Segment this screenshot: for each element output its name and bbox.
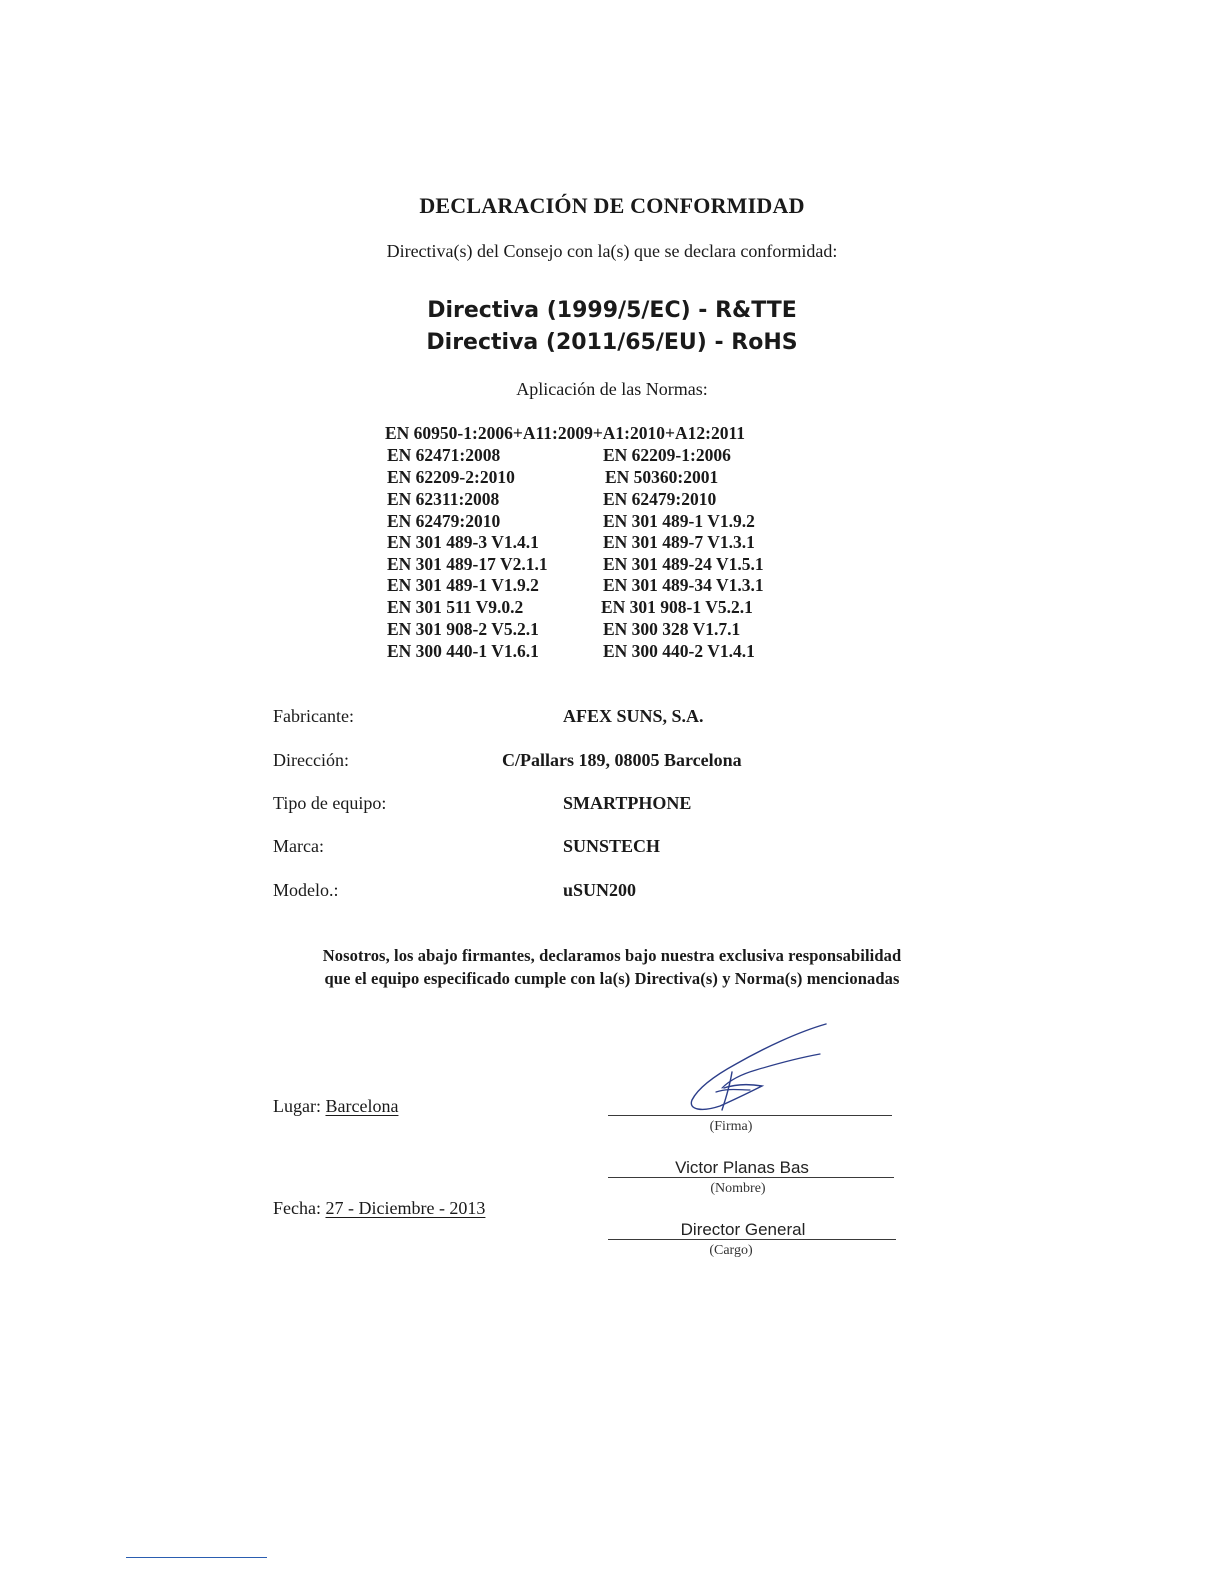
standard-right: EN 300 328 V1.7.1 [603, 619, 741, 639]
standard-left: EN 300 440-1 V1.6.1 [387, 641, 539, 661]
place [273, 1096, 398, 1117]
directive-rohs: Directiva (2011/65/EU) - RoHS [426, 330, 798, 355]
manufacturer-value: AFEX SUNS, S.A. [563, 706, 704, 726]
equipment-type-value: SMARTPHONE [563, 793, 692, 813]
standard-left: EN 301 489-3 V1.4.1 [387, 532, 539, 552]
standard-left: EN 62311:2008 [387, 489, 500, 509]
norms-heading: Aplicación de las Normas: [516, 379, 708, 399]
position-line [608, 1239, 896, 1240]
name-line [608, 1177, 894, 1178]
declaration-line-1: Nosotros, los abajo firmantes, declaramos bajo nuestra exclusiva responsabilidad [322, 946, 902, 965]
signer-name: Victor Planas Bas [675, 1158, 809, 1177]
standard-right: EN 301 489-24 V1.5.1 [603, 554, 764, 574]
standard-right: EN 301 489-7 V1.3.1 [603, 532, 755, 552]
standard-right: EN 50360:2001 [605, 467, 719, 487]
brand-label: Marca: [273, 836, 324, 856]
standard-left: EN 62471:2008 [387, 445, 501, 465]
footnote-divider [126, 1557, 267, 1558]
place-label: Lugar: [273, 1096, 321, 1116]
standard-right: EN 62209-1:2006 [603, 445, 731, 465]
standard-full-width: EN 60950-1:2006+A11:2009+A1:2010+A12:2011 [385, 423, 745, 443]
equipment-type-label: Tipo de equipo: [273, 793, 387, 813]
signer-position: Director General [680, 1220, 806, 1239]
standard-left: EN 301 908-2 V5.2.1 [387, 619, 539, 639]
date [273, 1198, 485, 1219]
model-label: Modelo.: [273, 880, 339, 900]
standard-right: EN 300 440-2 V1.4.1 [603, 641, 755, 661]
page-title: DECLARACIÓN DE CONFORMIDAD [419, 193, 805, 218]
signature-line [608, 1115, 892, 1116]
name-caption: (Nombre) [710, 1181, 766, 1196]
standard-left: EN 301 489-17 V2.1.1 [387, 554, 548, 574]
signature-caption: (Firma) [709, 1119, 753, 1134]
standard-left: EN 301 489-1 V1.9.2 [387, 575, 539, 595]
directive-rtte: Directiva (1999/5/EC) - R&TTE [427, 298, 797, 323]
handwritten-signature [680, 1018, 840, 1118]
standard-left: EN 62209-2:2010 [387, 467, 515, 487]
standard-right: EN 301 489-34 V1.3.1 [603, 575, 764, 595]
address-label: Dirección: [273, 750, 349, 770]
subtitle: Directiva(s) del Consejo con la(s) que se declara conformidad: [386, 241, 838, 261]
position-caption: (Cargo) [709, 1243, 753, 1258]
standard-left: EN 301 511 V9.0.2 [387, 597, 524, 617]
address-value: C/Pallars 189, 08005 Barcelona [502, 750, 742, 770]
standard-right: EN 62479:2010 [603, 489, 717, 509]
standard-right: EN 301 489-1 V1.9.2 [603, 511, 755, 531]
standard-right: EN 301 908-1 V5.2.1 [601, 597, 753, 617]
date-value: 27 - Diciembre - 2013 [325, 1198, 486, 1218]
model-value: uSUN200 [563, 880, 637, 900]
place-value: Barcelona [325, 1096, 399, 1116]
date-label: Fecha: [273, 1198, 321, 1218]
standard-left: EN 62479:2010 [387, 511, 501, 531]
manufacturer-label: Fabricante: [273, 706, 354, 726]
declaration-statement [0, 944, 1224, 990]
declaration-line-2: que el equipo especificado cumple con la(s) Directiva(s) y Norma(s) mencionadas [324, 969, 900, 988]
brand-value: SUNSTECH [563, 836, 661, 856]
